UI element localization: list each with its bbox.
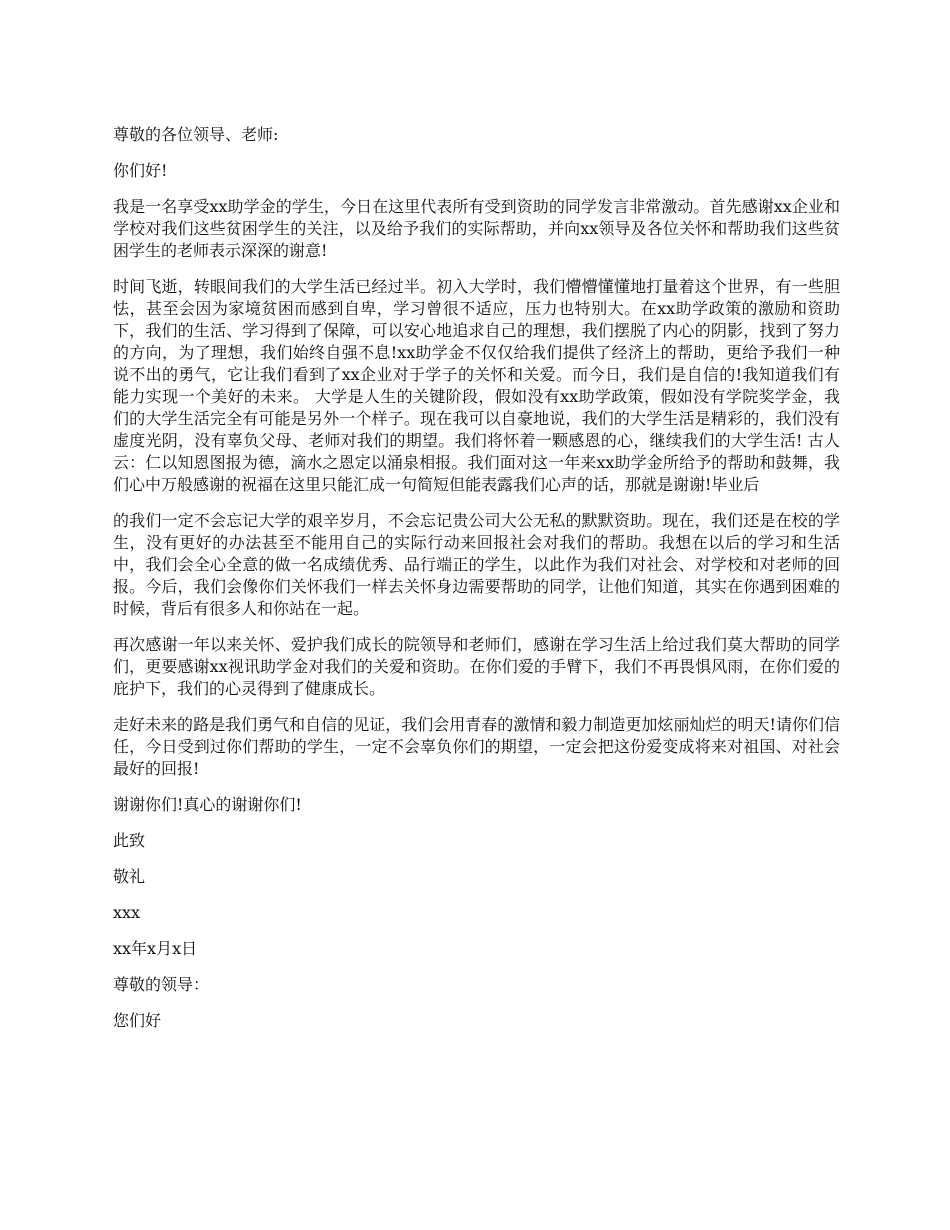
salutation: 尊敬的各位领导、老师: (113, 125, 279, 144)
paragraph-gratitude-future: 的我们一定不会忘记大学的艰辛岁月，不会忘记贵公司大公无私的默默资助。现在，我们还是在校的学生，没有更好的办法甚至不能用自己的实际行动来回报社会对我们的帮助。我想在以后的学习和生活中，我们会全心全意的做一名成绩优秀、品行端正的学生，以此作为我们对社会、对学校和对老师的回报。今后，我们会像你们关怀我们一样去关怀身边需要帮助的同学，让他们知道，其实在你遇到困难的时候，背后有很多人和你站在一起。 (113, 511, 840, 618)
date-line: xx年x月x日 (113, 939, 198, 958)
second-hello-line: 您们好 (113, 1011, 162, 1030)
closing-line-2: 敬礼 (113, 867, 146, 886)
hello-line: 你们好! (113, 161, 168, 180)
paragraph-intro: 我是一名享受xx助学金的学生，今日在这里代表所有受到资助的同学发言非常激动。首先感谢xx企业和学校对我们这些贫困学生的关注，以及给予我们的实际帮助，并向xx领导及各位关怀和帮助我们这些贫困学生的老师表示深深的谢意! (113, 197, 840, 260)
letter-body (113, 124, 840, 1046)
paragraph-thanks-again: 再次感谢一年以来关怀、爱护我们成长的院领导和老师们，感谢在学习生活上给过我们莫大帮助的同学们，更要感谢xx视讯助学金对我们的关爱和资助。在你们爱的手臂下，我们不再畏惧风雨，在你们爱的庇护下，我们的心灵得到了健康成长。 (113, 635, 840, 698)
closing-line-1: 此致 (113, 831, 146, 850)
paragraph-future-path: 走好未来的路是我们勇气和自信的见证，我们会用青春的激情和毅力制造更加炫丽灿烂的明天!请你们信任，今日受到过你们帮助的学生，一定不会辜负你们的期望，一定会把这份爱变成将来对祖国、对社会最好的回报! (113, 715, 840, 778)
thanks-line: 谢谢你们!真心的谢谢你们! (113, 795, 302, 814)
paragraph-college-life: 时间飞逝，转眼间我们的大学生活已经过半。初入大学时，我们懵懵懂懂地打量着这个世界，有一些胆怯，甚至会因为家境贫困而感到自卑，学习曾很不适应，压力也特别大。在xx助学政策的激励和资助下，我们的生活、学习得到了保障，可以安心地追求自己的理想，我们摆脱了内心的阴影，找到了努力的方向，为了理想，我们始终自强不息!xx助学金不仅仅给我们提供了经济上的帮助，更给予我们一种说不出的勇气，它让我们看到了xx企业对于学子的关怀和关爱。而今日，我们是自信的!我知道我们有能力实现一个美好的未来。 大学是人生的关键阶段，假如没有xx助学政策，假如没有学院奖学金，我们的大学生活完全有可能是另外一个样子。现在我可以自豪地说，我们的大学生活是精彩的，我们没有虚度光阴，没有辜负父母、老师对我们的期望。我们将怀着一颗感恩的心，继续我们的大学生活! 古人云：仁以知恩图报为德，滴水之恩定以涌泉相报。我们面对这一年来xx助学金所给予的帮助和鼓舞，我们心中万般感谢的祝福在这里只能汇成一句简短但能表露我们心声的话，那就是谢谢!毕业后 (113, 277, 840, 494)
second-salutation: 尊敬的领导： (113, 975, 210, 994)
signature: xxx (113, 903, 141, 922)
